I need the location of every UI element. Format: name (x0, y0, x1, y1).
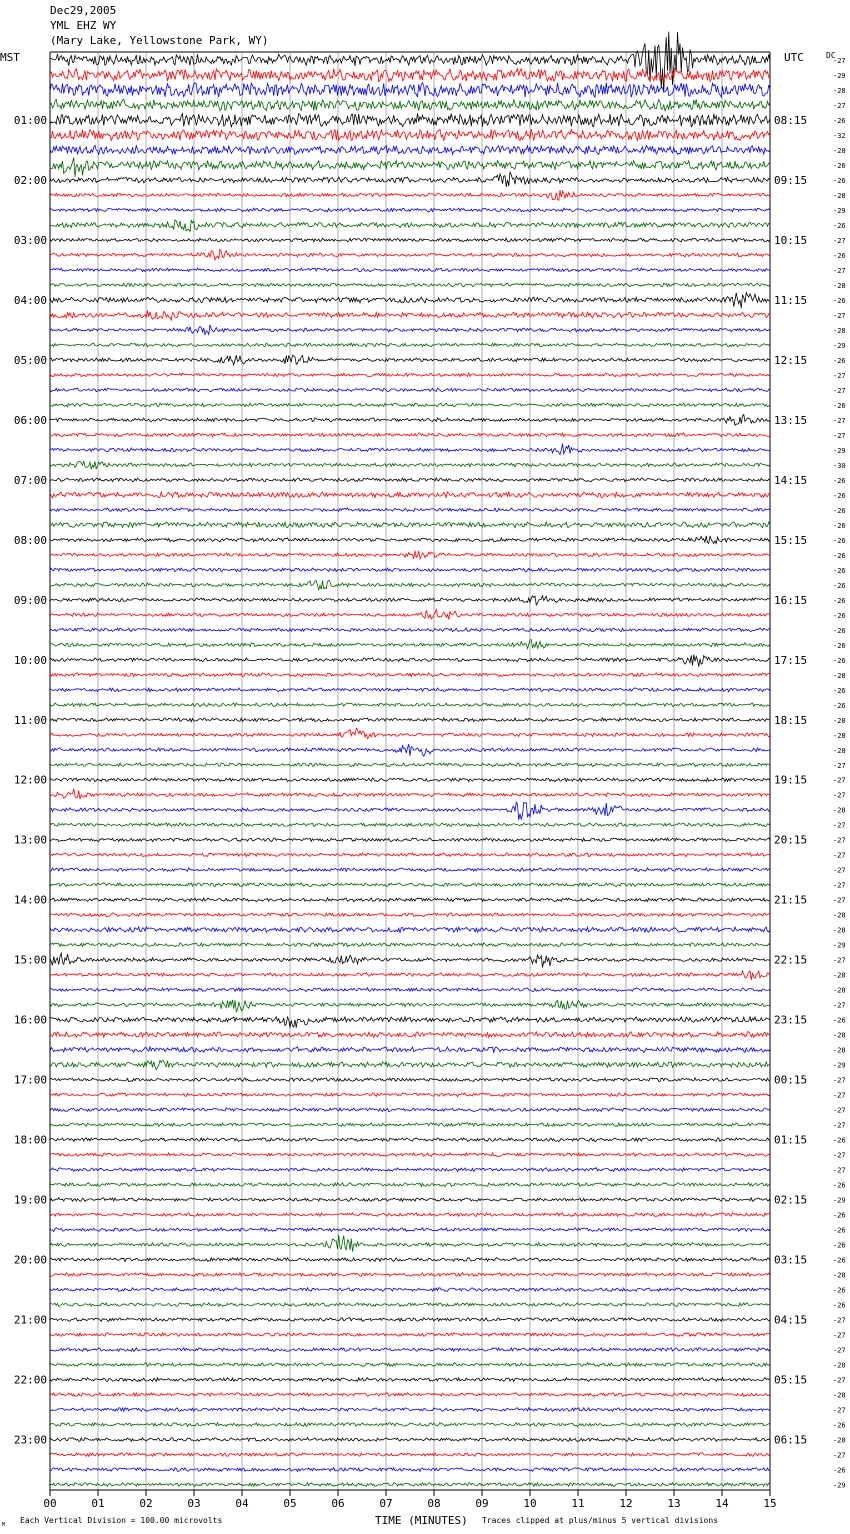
dc-offset-label: -26 (833, 116, 846, 125)
dc-offset-label: -28 (833, 911, 846, 920)
dc-offset-label: -29 (833, 206, 846, 215)
seismic-trace (50, 596, 770, 605)
dc-offset-label: -26 (833, 401, 846, 410)
seismic-trace (50, 1468, 770, 1472)
utc-hour-label: 00:15 (774, 1073, 808, 1087)
dc-offset-label: -27 (833, 1121, 846, 1130)
seismic-trace (50, 655, 770, 667)
seismic-trace (50, 388, 770, 392)
mst-hour-label: 14:00 (13, 893, 47, 907)
seismic-trace (50, 1093, 770, 1097)
dc-offset-label: -26 (833, 1421, 846, 1430)
seismic-trace (50, 1438, 770, 1442)
mst-hour-label: 19:00 (13, 1193, 47, 1207)
dc-offset-label: -28 (833, 926, 846, 935)
seismic-trace (50, 293, 770, 309)
seismic-trace (50, 551, 770, 559)
seismic-trace (50, 1408, 770, 1412)
dc-offset-label: -27 (833, 1091, 846, 1100)
dc-offset-label: -26 (833, 506, 846, 515)
dc-offset-label: -27 (833, 1106, 846, 1115)
chart-date: Dec29,2005 (50, 4, 117, 17)
clip-note: Traces clipped at plus/minus 5 vertical divisions (482, 1516, 719, 1525)
x-tick-label: 08 (427, 1497, 441, 1510)
seismic-trace (50, 898, 770, 902)
seismic-trace (50, 568, 770, 572)
dc-offset-label: -26 (833, 1181, 846, 1190)
seismic-trace (50, 1047, 770, 1053)
seismic-trace (50, 673, 770, 677)
dc-offset-label: -27 (833, 1376, 846, 1385)
utc-hour-label: 04:15 (774, 1313, 808, 1327)
mst-hour-label: 03:00 (13, 233, 47, 247)
seismic-trace (50, 268, 770, 272)
utc-hour-label: 09:15 (774, 173, 808, 187)
seismic-trace (50, 1017, 770, 1028)
mst-hour-label: 12:00 (13, 773, 47, 787)
seismic-trace (50, 1108, 770, 1112)
dc-offset-label: -32 (833, 131, 846, 140)
chart-location: (Mary Lake, Yellowstone Park, WY) (50, 34, 269, 47)
dc-offset-label: -26 (833, 611, 846, 620)
seismic-trace (50, 927, 770, 933)
seismic-trace (50, 802, 770, 820)
utc-hour-label: 11:15 (774, 293, 808, 307)
seismic-trace (50, 443, 770, 454)
dc-offset-label: -27 (833, 761, 846, 770)
seismic-trace (50, 1303, 770, 1307)
seismic-trace (50, 1318, 770, 1322)
mst-hour-label: 05:00 (13, 353, 47, 367)
seismic-trace (50, 853, 770, 857)
seismic-trace (50, 1423, 770, 1427)
seismic-trace (50, 373, 770, 377)
seismic-trace (50, 1273, 770, 1277)
dc-offset-label: -27 (833, 1316, 846, 1325)
seismic-trace (50, 1483, 770, 1487)
x-tick-label: 15 (763, 1497, 777, 1510)
x-tick-label: 05 (283, 1497, 297, 1510)
seismic-trace (50, 953, 770, 967)
seismic-trace (50, 325, 770, 335)
seismic-trace (50, 99, 770, 111)
mst-hour-label: 16:00 (13, 1013, 47, 1027)
mst-hour-label: 07:00 (13, 473, 47, 487)
dc-offset-label: -27 (833, 1001, 846, 1010)
utc-hour-label: 14:15 (774, 473, 808, 487)
seismic-trace (50, 1168, 770, 1172)
mst-hour-label: 22:00 (13, 1373, 47, 1387)
x-tick-label: 06 (331, 1497, 345, 1510)
dc-offset-label: -28 (833, 281, 846, 290)
dc-offset-label: -26 (833, 356, 846, 365)
mst-hour-label: 09:00 (13, 593, 47, 607)
dc-offset-label: -28 (833, 1361, 846, 1370)
seismic-trace (50, 778, 770, 782)
utc-hour-label: 15:15 (774, 533, 808, 547)
x-tick-label: 11 (571, 1497, 585, 1510)
utc-hour-label: 13:15 (774, 413, 808, 427)
seismic-trace (50, 1453, 770, 1457)
seismic-trace (50, 1393, 770, 1397)
dc-offset-label: -27 (833, 1076, 846, 1085)
dc-offset-label: -27 (833, 836, 846, 845)
seismic-trace (50, 744, 770, 756)
dc-offset-label: -28 (833, 86, 846, 95)
x-tick-label: 07 (379, 1497, 393, 1510)
utc-hour-label: 08:15 (774, 113, 808, 127)
seismic-trace (50, 868, 770, 872)
utc-hour-label: 05:15 (774, 1373, 808, 1387)
seismic-trace (50, 1378, 770, 1382)
dc-offset-label: -27 (833, 1166, 846, 1175)
seismic-trace (50, 522, 770, 528)
dc-offset-label: -28 (833, 1271, 846, 1280)
dc-offset-label: -28 (833, 716, 846, 725)
x-tick-label: 14 (715, 1497, 729, 1510)
seismic-trace (50, 311, 770, 321)
dc-offset-label: -28 (833, 1436, 846, 1445)
seismic-trace (50, 283, 770, 287)
dc-offset-label: -26 (833, 1301, 846, 1310)
left-axis-label: MST (0, 51, 20, 64)
seismic-trace (50, 478, 770, 482)
dc-offset-label: -29 (833, 71, 846, 80)
dc-offset-label: -27 (833, 1331, 846, 1340)
utc-hour-label: 21:15 (774, 893, 808, 907)
dc-offset-label: -29 (833, 446, 846, 455)
seismic-trace (50, 838, 770, 842)
seismic-trace (50, 83, 770, 98)
seismic-trace (50, 208, 770, 212)
dc-offset-label: -26 (833, 596, 846, 605)
dc-offset-label: -29 (833, 1196, 846, 1205)
x-tick-label: 00 (43, 1497, 57, 1510)
dc-offset-label: -26 (833, 581, 846, 590)
dc-offset-label: -26 (833, 251, 846, 260)
dc-offset-label: -28 (833, 1046, 846, 1055)
seismic-trace (50, 403, 770, 407)
seismic-trace (50, 1060, 770, 1069)
chart-station: YML EHZ WY (50, 19, 117, 32)
utc-hour-label: 02:15 (774, 1193, 808, 1207)
seismic-trace (50, 1348, 770, 1352)
dc-offset-label: -26 (833, 1466, 846, 1475)
seismic-trace (50, 113, 770, 127)
seismic-trace (50, 1138, 770, 1142)
seismic-trace (50, 1078, 770, 1082)
dc-offset-label: -27 (833, 776, 846, 785)
dc-offset-label: -28 (833, 671, 846, 680)
dc-offset-label: -28 (833, 746, 846, 755)
x-tick-label: 01 (91, 1497, 105, 1510)
seismic-trace (50, 145, 770, 154)
seismic-trace (50, 433, 770, 437)
seismic-trace (50, 763, 770, 767)
dc-offset-label: -27 (833, 266, 846, 275)
seismic-trace (50, 913, 770, 917)
utc-hour-label: 16:15 (774, 593, 808, 607)
dc-offset-label: -27 (833, 101, 846, 110)
dc-offset-label: -26 (833, 1136, 846, 1145)
dc-offset-label: -26 (833, 221, 846, 230)
mst-hour-label: 04:00 (13, 293, 47, 307)
seismic-trace (50, 190, 770, 200)
utc-hour-label: 10:15 (774, 233, 808, 247)
x-tick-label: 09 (475, 1497, 489, 1510)
x-tick-label: 10 (523, 1497, 537, 1510)
dc-offset-label: -26 (833, 176, 846, 185)
mst-hour-label: 20:00 (13, 1253, 47, 1267)
dc-offset-label: -27 (833, 821, 846, 830)
dc-offset-label: -26 (833, 161, 846, 170)
seismic-trace (50, 414, 770, 425)
dc-offset-label: -28 (833, 1031, 846, 1040)
corner-mark: M (2, 1522, 6, 1528)
seismic-trace (50, 943, 770, 947)
seismic-trace (50, 157, 770, 176)
seismic-trace (50, 1032, 770, 1038)
seismic-trace (50, 492, 770, 498)
right-axis-label: UTC (784, 51, 804, 64)
dc-offset-label: -27 (833, 386, 846, 395)
seismic-trace (50, 580, 770, 590)
dc-label: DC (826, 51, 836, 60)
seismic-trace (50, 1213, 770, 1217)
seismic-trace (50, 1235, 770, 1251)
dc-offset-label: -27 (833, 896, 846, 905)
utc-hour-label: 17:15 (774, 653, 808, 667)
seismic-trace (50, 1000, 770, 1012)
dc-offset-label: -28 (833, 191, 846, 200)
seismic-trace (50, 536, 770, 544)
utc-hour-label: 22:15 (774, 953, 808, 967)
seismic-trace (50, 988, 770, 992)
x-tick-label: 02 (139, 1497, 153, 1510)
dc-offset-label: -26 (833, 1211, 846, 1220)
mst-hour-label: 13:00 (13, 833, 47, 847)
seismic-trace (50, 129, 770, 141)
utc-hour-label: 20:15 (774, 833, 808, 847)
dc-offset-label: -27 (833, 1451, 846, 1460)
mst-hour-label: 21:00 (13, 1313, 47, 1327)
dc-offset-label: -27 (833, 236, 846, 245)
dc-offset-label: -26 (833, 1016, 846, 1025)
utc-hour-label: 23:15 (774, 1013, 808, 1027)
dc-offset-label: -26 (833, 1226, 846, 1235)
mst-hour-label: 11:00 (13, 713, 47, 727)
dc-offset-label: -27 (833, 57, 846, 65)
utc-hour-label: 03:15 (774, 1253, 808, 1267)
seismic-trace (50, 688, 770, 692)
seismic-trace (50, 718, 770, 722)
seismic-trace (50, 1333, 770, 1337)
mst-hour-label: 06:00 (13, 413, 47, 427)
dc-offset-label: -26 (833, 476, 846, 485)
seismic-trace (50, 1363, 770, 1367)
utc-hour-label: 01:15 (774, 1133, 808, 1147)
seismic-trace (50, 1183, 770, 1187)
dc-offset-label: -28 (833, 146, 846, 155)
dc-offset-label: -28 (833, 1391, 846, 1400)
dc-offset-label: -27 (833, 956, 846, 965)
dc-offset-label: -29 (833, 941, 846, 950)
dc-offset-label: -27 (833, 371, 846, 380)
dc-offset-label: -26 (833, 536, 846, 545)
dc-offset-label: -28 (833, 971, 846, 980)
mst-hour-label: 18:00 (13, 1133, 47, 1147)
dc-offset-label: -30 (833, 461, 846, 470)
seismic-traces (50, 32, 770, 1487)
dc-offset-label: -26 (833, 296, 846, 305)
seismic-trace (50, 883, 770, 887)
seismic-trace (50, 609, 770, 619)
dc-offset-label: -26 (833, 1286, 846, 1295)
dc-offset-label: -26 (833, 551, 846, 560)
seismic-trace (50, 249, 770, 259)
dc-offset-label: -29 (833, 1481, 846, 1490)
dc-offset-label: -29 (833, 1061, 846, 1070)
dc-offset-label: -26 (833, 641, 846, 650)
dc-offset-label: -26 (833, 521, 846, 530)
seismic-trace (50, 355, 770, 365)
dc-offset-label: -27 (833, 416, 846, 425)
mst-hour-label: 23:00 (13, 1433, 47, 1447)
dc-offset-label: -26 (833, 566, 846, 575)
seismic-trace (50, 728, 770, 738)
x-tick-label: 04 (235, 1497, 249, 1510)
dc-offset-label: -28 (833, 326, 846, 335)
seismic-trace (50, 789, 770, 799)
dc-offset-label: -26 (833, 1256, 846, 1265)
seismic-trace (50, 1153, 770, 1157)
dc-offset-label: -26 (833, 1241, 846, 1250)
seismic-trace (50, 220, 770, 232)
seismic-trace (50, 508, 770, 512)
seismic-trace (50, 461, 770, 469)
dc-offset-label: -27 (833, 881, 846, 890)
x-tick-label: 12 (619, 1497, 633, 1510)
seismic-trace (50, 971, 770, 980)
seismic-trace (50, 823, 770, 827)
axis-labels (0, 51, 846, 1528)
mst-hour-label: 02:00 (13, 173, 47, 187)
utc-hour-label: 18:15 (774, 713, 808, 727)
dc-offset-label: -26 (833, 701, 846, 710)
seismic-trace (50, 628, 770, 632)
seismic-trace (50, 1123, 770, 1127)
utc-hour-label: 12:15 (774, 353, 808, 367)
vertical-division-note: Each Vertical Division = 100.00 microvolts (20, 1516, 223, 1525)
utc-hour-label: 19:15 (774, 773, 808, 787)
mst-hour-label: 10:00 (13, 653, 47, 667)
dc-offset-label: -28 (833, 806, 846, 815)
mst-hour-label: 01:00 (13, 113, 47, 127)
dc-offset-label: -27 (833, 791, 846, 800)
seismic-trace (50, 238, 770, 242)
dc-offset-label: -26 (833, 491, 846, 500)
seismic-trace (50, 1288, 770, 1292)
dc-offset-label: -26 (833, 656, 846, 665)
seismic-trace (50, 343, 770, 347)
mst-hour-label: 08:00 (13, 533, 47, 547)
mst-hour-label: 17:00 (13, 1073, 47, 1087)
x-tick-label: 03 (187, 1497, 201, 1510)
seismic-trace (50, 703, 770, 707)
seismic-trace (50, 1198, 770, 1202)
dc-offset-label: -29 (833, 341, 846, 350)
seismic-trace (50, 1228, 770, 1232)
utc-hour-label: 06:15 (774, 1433, 808, 1447)
mst-hour-label: 15:00 (13, 953, 47, 967)
dc-offset-label: -27 (833, 1406, 846, 1415)
dc-offset-label: -27 (833, 866, 846, 875)
dc-offset-label: -27 (833, 431, 846, 440)
dc-offset-label: -26 (833, 686, 846, 695)
seismic-trace (50, 640, 770, 649)
dc-offset-label: -27 (833, 1346, 846, 1355)
seismic-trace (50, 1258, 770, 1262)
dc-offset-label: -28 (833, 731, 846, 740)
dc-offset-label: -27 (833, 851, 846, 860)
dc-offset-label: -27 (833, 1151, 846, 1160)
x-axis-title: TIME (MINUTES) (375, 1514, 468, 1527)
seismic-trace (50, 172, 770, 186)
x-tick-label: 13 (667, 1497, 681, 1510)
dc-offset-label: -28 (833, 986, 846, 995)
dc-offset-label: -26 (833, 626, 846, 635)
dc-offset-label: -27 (833, 311, 846, 320)
seismic-trace (50, 32, 770, 93)
